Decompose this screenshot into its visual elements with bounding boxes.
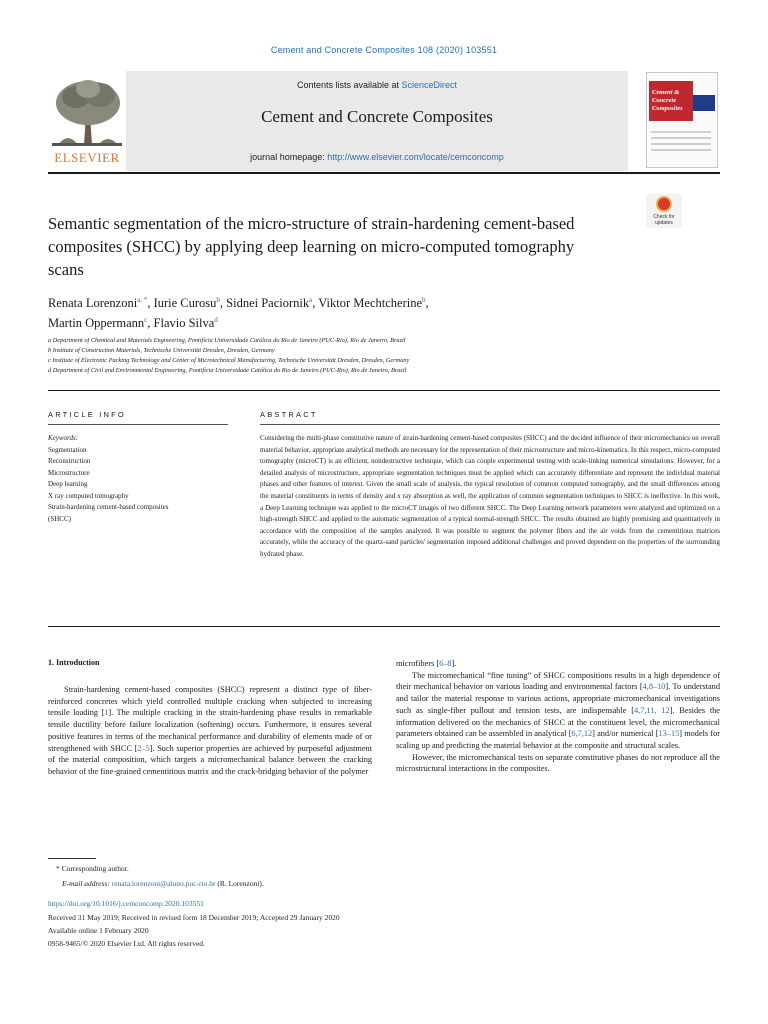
author-name[interactable]: Renata Lorenzoni: [48, 296, 138, 311]
reference-link[interactable]: 4,7,11, 12: [633, 705, 670, 715]
section-divider: [48, 390, 720, 391]
introduction-heading: 1. Introduction: [48, 658, 100, 667]
author-affiliation-mark[interactable]: b: [216, 296, 220, 304]
intro-right-column: [396, 658, 720, 775]
journal-citation[interactable]: Cement and Concrete Composites 108 (2020) 103551: [270, 45, 498, 55]
body-text: ] and/or numerical [: [592, 729, 659, 739]
body-text: The micromechanical “fine tuning” of SHCC compositions results in a high dependence of their mechanical behavior on various loading and environmental factors [: [396, 670, 720, 692]
keyword-item: Microstructure: [48, 468, 90, 477]
body-text: Strain-hardening cement-based composites (SHCC) represent a distinct type of fiber-reinforced concretes which yield controlled multiple cracking when subjected to increasing tensile loading [: [48, 685, 372, 718]
cover-text-lines: [651, 131, 711, 155]
article-info-rule: [48, 424, 228, 425]
keyword-item: Strain-hardening cement-based composites: [48, 503, 169, 511]
reference-link[interactable]: 4,8–10: [642, 682, 666, 692]
author-separator: ,: [147, 316, 154, 331]
author-separator: ,: [312, 296, 319, 311]
journal-cover-thumbnail[interactable]: [646, 72, 718, 168]
cover-title-line-3: Composites: [652, 105, 683, 112]
author-separator: ,: [219, 296, 227, 311]
author-name[interactable]: Flavio Silva: [153, 316, 215, 331]
article-title: Semantic segmentation of the micro-structure of strain-hardening cement-based composites (SHCC) by applying deep learning on micro-computed tomography scans: [48, 214, 575, 279]
author-affiliation-mark[interactable]: a: [309, 296, 313, 304]
abstract-heading: ABSTRACT: [260, 410, 318, 419]
journal-homepage-line: [126, 152, 628, 162]
cover-title-line-1: Cement &: [652, 89, 680, 96]
reference-link[interactable]: 2–5: [137, 743, 150, 753]
author-separator: ,: [147, 296, 154, 311]
author-list: [48, 292, 608, 332]
keyword-item: X ray computed tomography: [48, 491, 129, 500]
body-text: microfibers [: [396, 659, 440, 668]
abstract-rule: [260, 424, 720, 425]
paragraph: [396, 670, 720, 752]
journal-homepage-link[interactable]: http://www.elsevier.com/locate/cemconcomp: [327, 152, 504, 162]
elsevier-wordmark: ELSEVIER: [54, 150, 120, 165]
author-affiliation-mark[interactable]: c: [144, 316, 148, 325]
sciencedirect-link[interactable]: ScienceDirect: [401, 80, 458, 90]
affiliation-item: c Institute of Electronic Packing Technology and Center of Microtechnical Manufacturing, Technische Universität Dresden, Dresden, Germany: [48, 357, 410, 364]
contents-prefix: Contents lists available at: [296, 80, 402, 90]
contents-line: [126, 80, 628, 90]
reference-link[interactable]: 1: [104, 708, 109, 718]
check-updates-label-2: updates: [655, 220, 673, 226]
body-text: ].: [451, 659, 457, 668]
email-suffix: (R. Lorenzoni).: [215, 879, 264, 888]
header-divider: [48, 172, 720, 174]
corresponding-author-note: * Corresponding author.: [56, 864, 129, 873]
affiliations: [48, 336, 648, 376]
check-updates-label-1: Check for: [653, 214, 675, 220]
paragraph: However, the micromechanical tests on separate constitutive phases do not reproduce all the microstructural interactions in the composites.: [396, 752, 720, 774]
reference-link[interactable]: 13–15: [658, 729, 680, 739]
cover-blue-block: [693, 95, 715, 111]
received-dates: Received 31 May 2019; Received in revised form 18 December 2019; Accepted 29 January 2020: [48, 913, 340, 922]
keyword-item: Deep learning: [48, 480, 88, 488]
keywords-label: Keywords:: [48, 434, 79, 442]
check-for-updates-button[interactable]: [646, 194, 682, 228]
paragraph: [396, 658, 720, 670]
doi-link[interactable]: https://doi.org/10.1016/j.cemconcomp.2020.103551: [48, 899, 204, 908]
reference-link[interactable]: 6–8: [439, 659, 452, 668]
email-note: [62, 879, 264, 888]
author-name[interactable]: Iurie Curosu: [153, 296, 217, 311]
author-affiliation-mark[interactable]: b: [422, 296, 426, 304]
copyright-line: 0958-9465/© 2020 Elsevier Ltd. All rights reserved.: [48, 939, 205, 948]
keyword-item: Reconstruction: [48, 457, 91, 465]
body-text: ]. To understand and tailor the material response to various actions, appropriate micromechanical investigations such as single-fiber pullout and tension tests, are indispensable [: [396, 682, 720, 715]
author-affiliation-mark[interactable]: a, *: [137, 296, 148, 304]
article-info-heading: ARTICLE INFO: [48, 410, 126, 419]
footnote-rule: [48, 858, 96, 859]
body-text: ]. Such superior properties are achieved by purposeful adjustment of the material composition, which targets a micromechanical balance between the cracking behavior of the fine-grained cementitious matrix and the crack-bridging behavior of the polymer: [48, 743, 373, 776]
keyword-item: (SHCC): [48, 514, 71, 523]
author-name[interactable]: Martin Oppermann: [48, 316, 145, 331]
online-date: Available online 1 February 2020: [48, 926, 149, 935]
author-name[interactable]: Viktor Mechtcherine: [318, 296, 423, 311]
author-name[interactable]: Sidnei Paciornik: [226, 296, 310, 311]
body-text: ]. The multiple cracking in the strain-hardening phase results in remarkable tensile ductility before failure localization (softening) occurs. Furthermore, it ensures several positive features in terms of the mechanical performance and durability of elements made of or strengthened with SHCC [: [48, 708, 372, 753]
affiliation-item: a Department of Chemical and Materials Engineering, Pontifícia Universidade Católica do Rio de Janeiro (PUC-Rio), Rio de Janeiro, Brazil: [48, 337, 406, 344]
body-text: ]. Besides the information delivered on the mechanics of SHCC at the constituent level, the micromechanical parameters obtained can be assembled in analytical [: [396, 705, 720, 739]
email-label: E-mail address:: [62, 879, 112, 888]
author-affiliation-mark[interactable]: d: [214, 316, 218, 325]
journal-name: Cement and Concrete Composites: [261, 107, 493, 126]
body-text: ] models for scaling up and predicting the material behavior at the composite and structural scales.: [396, 729, 720, 750]
affiliation-item: d Department of Civil and Environmental Engineering, Pontifícia Universidade Católica do Rio de Janeiro (PUC-Rio), Rio de Janeiro, Brazil: [48, 367, 407, 374]
check-updates-icon: [656, 196, 672, 212]
email-link[interactable]: renata.lorenzoni@aluno.puc-rio.br: [111, 879, 216, 888]
cover-title-line-2: Concrete: [652, 97, 677, 104]
intro-left-column: [48, 684, 372, 778]
section-divider: [48, 626, 720, 627]
affiliation-item: b Institute of Construction Materials, Technische Universität Dresden, Dresden, Germany: [48, 347, 275, 354]
keyword-item: Segmentation: [48, 445, 87, 454]
keywords-block: [48, 433, 238, 525]
author-separator: ,: [425, 296, 429, 311]
homepage-prefix: journal homepage:: [250, 152, 328, 162]
abstract-text: Considering the multi-phase constitutive nature of strain-hardening cement-based composites (SHCC) and the decided influence of their micromechanics on overall material behavior, appropriate analytical methods are necessary for the representation of their microstructure and micro-kinematics. In this respect, micro-computed tomography (microCT) is an efficient, nondestructive technique, which can couple experimental testing with scale-linking numerical simulations. However, for a detailed analysis of microstructure, appropriate segmentation techniques must be applied which can accurately differentiate and represent the individual material phases and other features of interest. Given the small scale of analysis, the typical resolution of common computed tomography, and the small differences among the material constituents in terms of density and x ray absorption as well, the application of common segmentation techniques to SHCC is ineffective. In this work, a Deep Learning technique was applied to the microCT images of two different SHCC. The Deep Learning network parameters were analyzed and optimized on a high-strength SHCC and applied to the automatic segmentation of a typical normal-strength SHCC. The results obtained are highly promising and quantitatively in accordance with the composition of the samples analyzed. It was possible to segment the polymer fibers and the air voids from the cementitious matrices accurately, while the accuracy of the quartz-sand particles' segmentation imposed additional challenges and proved dependent on the properties of the surrounding hydrated phase.: [260, 434, 720, 558]
reference-link[interactable]: 6,7,12: [571, 729, 593, 739]
